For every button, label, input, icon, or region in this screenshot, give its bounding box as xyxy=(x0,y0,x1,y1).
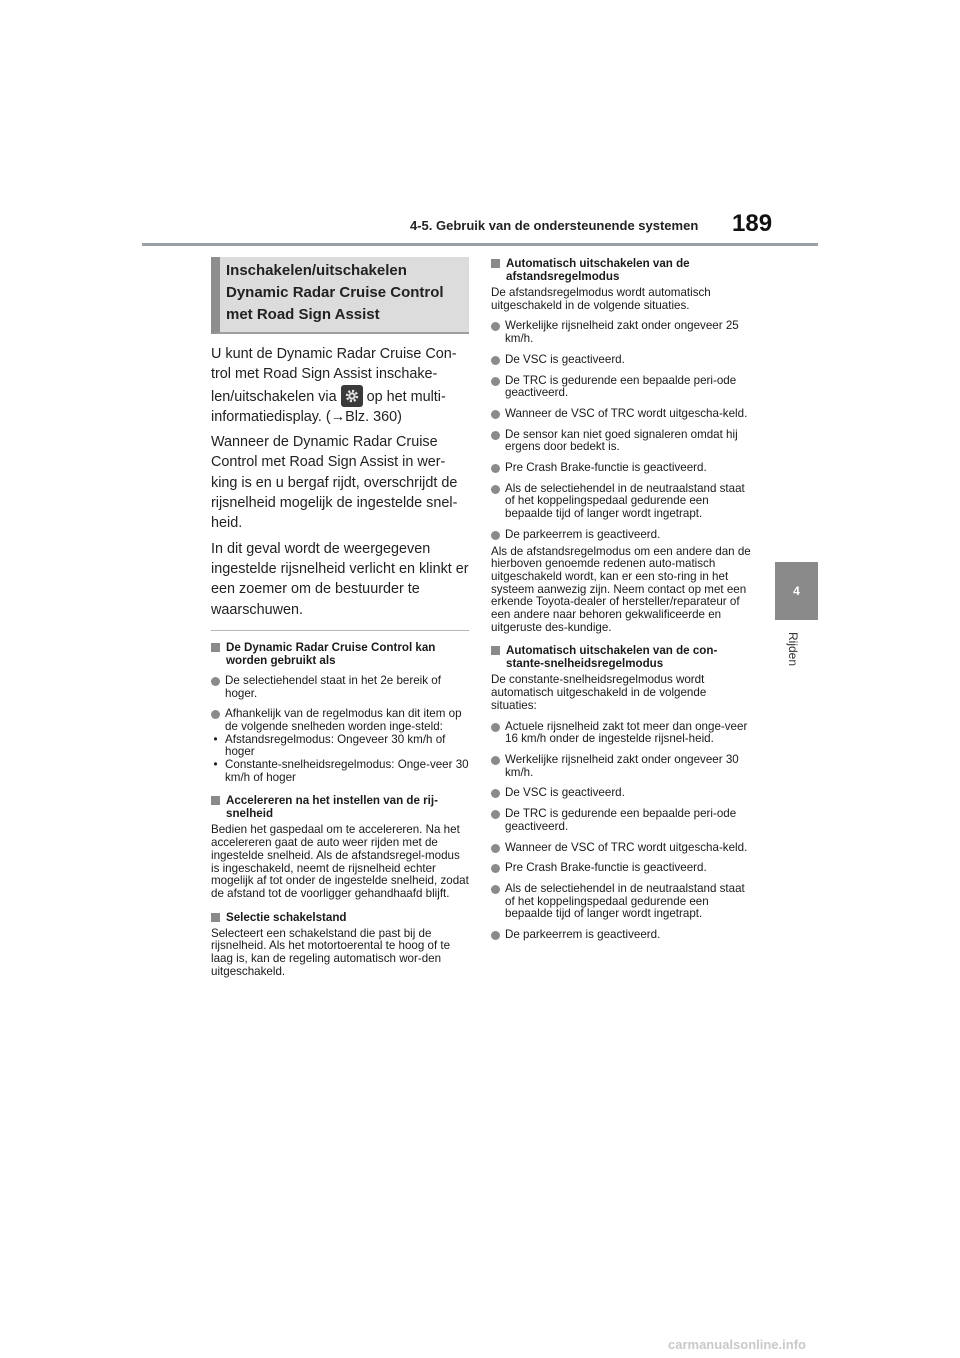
body-paragraph: De constante-snelheidsregelmodus wordt automatisch uitgeschakeld in de volgende situaties: xyxy=(491,673,707,712)
subheading: Automatisch uitschakelen van de afstandsregelmodus xyxy=(491,257,755,283)
round-bullet-icon xyxy=(491,322,500,331)
body-paragraph: Als de afstandsregelmodus om een andere dan de hierboven genoemde redenen auto-matisch uitgeschakeld wordt, kan er een sto-ring in het systeem aanwezig zijn. Neem contact op met een erkende Toyota-dealer of hersteller/reparateur of een andere naar behoren gekwalificeerde en uitgeruste des-kundige. xyxy=(491,544,751,634)
section-title-line: Inschakelen/uitschakelen xyxy=(226,262,407,279)
round-bullet-icon xyxy=(491,931,500,940)
list-item: De VSC is geactiveerd. xyxy=(491,787,755,800)
gear-icon xyxy=(341,385,363,407)
round-bullet-icon xyxy=(491,885,500,894)
round-bullet-icon xyxy=(211,710,220,719)
list-item: Pre Crash Brake-functie is geactiveerd. xyxy=(491,862,755,875)
round-bullet-icon xyxy=(491,431,500,440)
square-bullet-icon xyxy=(491,646,500,655)
sub-list-item: • Constante-snelheidsregelmodus: Onge-veer 30 km/h of hoger xyxy=(213,758,469,784)
list-item: De sensor kan niet goed signaleren omdat hij ergens door bedekt is. xyxy=(491,429,755,454)
body-paragraph: Selecteert een schakelstand die past bij de rijsnelheid. Als het motortoerental te hoog of te laag is, kan de regeling automatisch wor-den uitgeschakeld. xyxy=(211,926,451,978)
subheading: Selectie schakelstand xyxy=(211,911,469,924)
running-header: 4-5. Gebruik van de ondersteunende systemen xyxy=(410,218,699,233)
condition-list xyxy=(491,320,755,541)
round-bullet-icon xyxy=(491,485,500,494)
round-bullet-icon xyxy=(491,723,500,732)
round-bullet-icon xyxy=(491,810,500,819)
list-item: De TRC is gedurende een bepaalde peri-ode geactiveerd. xyxy=(491,375,755,400)
sub-list-item: • Afstandsregelmodus: Ongeveer 30 km/h of hoger xyxy=(213,732,446,759)
header-rule xyxy=(142,243,818,246)
round-bullet-icon xyxy=(491,464,500,473)
intro-text xyxy=(211,344,469,620)
round-bullet-icon xyxy=(491,756,500,765)
section-title-line: Dynamic Radar Cruise Control xyxy=(226,284,444,301)
round-bullet-icon xyxy=(491,844,500,853)
square-bullet-icon xyxy=(211,643,220,652)
square-bullet-icon xyxy=(211,796,220,805)
chapter-tab: 4 xyxy=(775,562,818,620)
intro-line: U kunt de Dynamic Radar Cruise Con- xyxy=(211,346,457,362)
page-number: 189 xyxy=(732,210,773,237)
round-bullet-icon xyxy=(491,410,500,419)
list-item: Wanneer de VSC of TRC wordt uitgescha-keld. xyxy=(491,842,755,855)
section-title-box xyxy=(211,257,469,334)
list-item: Werkelijke rijsnelheid zakt onder ongeveer 25 km/h. xyxy=(491,320,755,345)
subheading: De Dynamic Radar Cruise Control kan worden gebruikt als xyxy=(211,641,469,667)
round-bullet-icon xyxy=(491,864,500,873)
square-bullet-icon xyxy=(491,259,500,268)
list-item: De TRC is gedurende een bepaalde peri-ode geactiveerd. xyxy=(491,808,755,833)
body-paragraph: Bedien het gaspedaal om te accelereren. Na het accelereren gaat de auto weer rijden met de ingestelde snelheid. Als de afstandsregel-modus is ingeschakeld, neemt de rijsnelheid echter mogelijk af tot onder de ingestelde snelheid, zodat de afstand tot de voorligger gehandhaafd blijft. xyxy=(211,823,469,900)
left-column xyxy=(211,257,469,979)
list-item: Pre Crash Brake-functie is geactiveerd. xyxy=(491,462,755,475)
list-item: De selectiehendel staat in het 2e bereik of hoger. xyxy=(211,675,469,700)
round-bullet-icon xyxy=(491,356,500,365)
intro-paragraph: Wanneer de Dynamic Radar Cruise Control met Road Sign Assist in wer-king is en u bergaf rijdt, overschrijdt de rijsnelheid mogelijk de ingestelde snel-heid. xyxy=(211,434,458,532)
intro-paragraph: In dit geval wordt de weergegeven ingestelde rijsnelheid verlicht en klinkt er een zoemer om de bestuurder te waarschuwen. xyxy=(211,540,469,618)
intro-line-part: len/uitschakelen via xyxy=(211,388,337,405)
square-bullet-icon xyxy=(211,913,220,922)
list-item: Werkelijke rijsnelheid zakt onder ongeveer 30 km/h. xyxy=(491,754,755,779)
round-bullet-icon xyxy=(491,789,500,798)
round-bullet-icon xyxy=(491,531,500,540)
body-paragraph: De afstandsregelmodus wordt automatisch uitgeschakeld in de volgende situaties. xyxy=(491,286,711,312)
list-item: Afhankelijk van de regelmodus kan dit item op de volgende snelheden worden inge-steld: xyxy=(211,708,469,733)
intro-line: informatiedisplay. (→Blz. 360) xyxy=(211,408,402,425)
divider xyxy=(211,630,469,631)
intro-line: trol met Road Sign Assist inschake- xyxy=(211,366,438,383)
subheading: Automatisch uitschakelen van de con-stante-snelheidsregelmodus xyxy=(491,644,755,670)
list-item: Als de selectiehendel in de neutraalstand staat of het koppelingspedaal gedurende een bepaalde tijd of langer wordt ingetrapt. xyxy=(491,483,755,521)
list-item: De VSC is geactiveerd. xyxy=(491,354,755,367)
chapter-label: Rijden xyxy=(786,632,800,667)
list-item: Wanneer de VSC of TRC wordt uitgescha-keld. xyxy=(491,408,755,421)
section-title-line: met Road Sign Assist xyxy=(226,306,380,323)
round-bullet-icon xyxy=(211,677,220,686)
condition-list xyxy=(491,721,755,942)
list-item: Als de selectiehendel in de neutraalstand staat of het koppelingspedaal gedurende een bepaalde tijd of langer wordt ingetrapt. xyxy=(491,883,755,921)
subheading: Accelereren na het instellen van de rij-snelheid xyxy=(211,794,469,820)
right-column xyxy=(491,257,755,942)
watermark: carmanualsonline.info xyxy=(668,1337,806,1352)
list-item: Actuele rijsnelheid zakt tot meer dan onge-veer 16 km/h onder de ingestelde rijsnel-heid. xyxy=(491,721,755,746)
list-item: De parkeerrem is geactiveerd. xyxy=(491,929,755,942)
intro-line-icon xyxy=(211,385,469,407)
intro-line-part: op het multi- xyxy=(366,388,446,405)
list-item: De parkeerrem is geactiveerd. xyxy=(491,529,755,542)
round-bullet-icon xyxy=(491,377,500,386)
